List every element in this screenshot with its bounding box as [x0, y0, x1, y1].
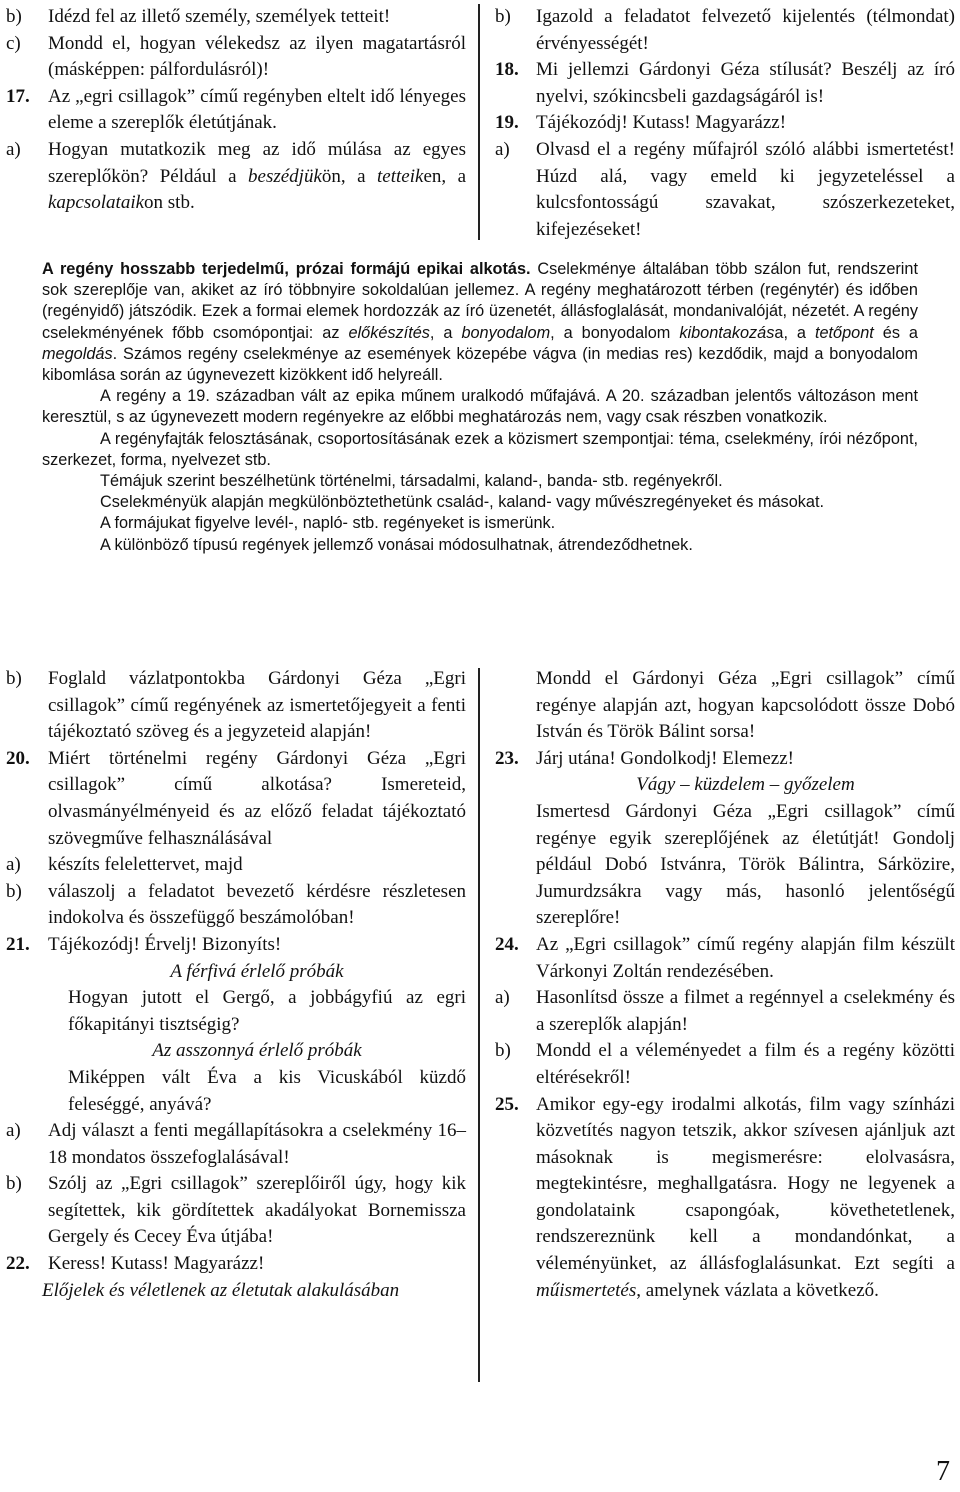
- item-text: válaszolj a feladatot bevezető kérdésre részletesen indokolva és összefüggő beszámolóban!: [48, 880, 466, 929]
- item-number: 22.: [6, 1253, 30, 1275]
- emphasis: előkészítés: [348, 323, 430, 342]
- item-text: készíts felelettervet, majd: [48, 854, 243, 876]
- item-marker: a): [6, 138, 21, 160]
- item-text: Idézd fel az illető személy, személyek tetteit!: [48, 6, 391, 27]
- text-part: , a: [429, 323, 462, 342]
- item-marker: b): [495, 6, 511, 27]
- item-marker: a): [495, 987, 510, 1009]
- item-text: Adj választ a fenti megállapításokra a cselekmény 16–18 mondatos összefoglalásával!: [48, 1120, 466, 1168]
- item-marker: a): [6, 854, 21, 876]
- paragraph: A formájukat figyelve levél-, napló- stb. regényeket is ismerünk.: [100, 514, 556, 533]
- prompt-text: Ismertesd Gárdonyi Géza „Egri csillagok” című regénye egyik szereplőjének az életútját! Gondolj például Dobó Istvánra, Török Bálintra, Sárközire, Jumurdzsákra vagy más, hasonló jelentőségű szereplőre!: [536, 800, 955, 929]
- text-part: , amelynek vázlata a következő.: [636, 1279, 879, 1301]
- paragraph: [42, 259, 918, 386]
- item-number: 21.: [6, 933, 30, 955]
- item-marker: b): [6, 6, 22, 27]
- item-text: Mondd el, hogyan vélekedsz az ilyen magatartásról (másképpen: pálfordulásról)!: [48, 32, 466, 81]
- paragraph: A regényfajták felosztásának, csoportosításának ezek a közismert szempontjai: téma, cselekmény, írói nézőpont, szerkezet, forma, nyelvezet stb.: [42, 429, 918, 469]
- item-text: Igazold a feladatot felvezető kijelentés (télmondat) érvényességét!: [536, 6, 955, 54]
- item-text: Keress! Kutass! Magyarázz!: [48, 1253, 265, 1275]
- text-part: , a bonyodalom: [550, 323, 680, 342]
- item-number: 17.: [6, 85, 30, 107]
- item-marker: b): [495, 1040, 511, 1062]
- item-marker: b): [6, 1173, 22, 1195]
- item-text: Szólj az „Egri csillagok” szereplőiről úgy, hogy kik segítettek, kik gördítettek akadályokat Bornemissza Gergely és Cecey Éva útjába!: [48, 1173, 466, 1248]
- task-item-18: [495, 57, 955, 110]
- text-part: on stb.: [144, 192, 195, 214]
- paragraph: A különböző típusú regények jellemző vonásai módosulhatnak, átrendeződhetnek.: [100, 535, 693, 554]
- subheading: Az asszonnyá érlelő próbák: [152, 1040, 362, 1062]
- emphasis: műismertetés: [536, 1279, 637, 1301]
- definition: A regény hosszabb terjedelmű, prózai formájú epikai alkotás.: [42, 260, 531, 278]
- item-text: Tájékozódj! Kutass! Magyarázz!: [536, 112, 787, 134]
- emphasis: tetőpont: [814, 323, 874, 342]
- emphasis: bonyodalom: [461, 323, 551, 342]
- item-text: Mondd el a véleményedet a film és a regény közötti eltérésekről!: [536, 1040, 955, 1088]
- task-item: [6, 1171, 466, 1251]
- column-divider: [478, 668, 480, 1382]
- item-number: 20.: [6, 747, 30, 769]
- column-divider: [478, 4, 480, 240]
- subheading: Előjelek és véletlenek az életutak alakulásában: [42, 1279, 400, 1301]
- item-marker: a): [6, 1120, 21, 1142]
- task-item: [495, 985, 955, 1038]
- text-part: Hogyan mutatkozik meg az idő múlása az egyes szereplőkön? Például a: [48, 138, 466, 187]
- task-item-17: [6, 84, 466, 137]
- top-right-column: [495, 4, 955, 243]
- task-item-20: [6, 746, 466, 852]
- task-item: [6, 879, 466, 932]
- item-text: [48, 137, 466, 217]
- paragraph: A regény a 19. században vált az epika műnem uralkodó műfajává. A 20. században jelentős változáson ment keresztül, s az úgynevezett modern regényekre az előbbi meghatározás nem, vagy csak részben vonatkozik.: [42, 387, 918, 427]
- subheading: A férfivá érlelő próbák: [170, 960, 344, 982]
- emphasis: kapcsolataik: [48, 192, 145, 214]
- item-text: Hasonlítsd össze a filmet a regénnyel a cselekmény és a szereplők alapján!: [536, 987, 955, 1035]
- task-item: [495, 137, 955, 243]
- text-part: Amikor egy-egy irodalmi alkotás, film vagy színházi közvetítés nagyon tetszik, akkor szívesen ajánljuk azt másoknak is megismerésre: elolvasásra, megtekintésre, meghallgatásra. Hogy ne legyenek a gondolataink csapongóak, követhetetlenek, rendszereznünk kell a mondandónkat, a véleményünket, az állásfoglalásunkat. Ezt segíti a: [536, 1093, 955, 1275]
- text-part: a, a: [774, 323, 815, 342]
- top-left-column: [6, 4, 466, 217]
- item-text: Az „egri csillagok” című regényben eltelt idő lényeges eleme a szereplők életútjának.: [48, 85, 466, 134]
- item-text: Foglald vázlatpontokba Gárdonyi Géza „Egri csillagok” című regényének az ismertetőjegyeit a fenti tájékoztató szöveg és a jegyzeteid alapján!: [48, 668, 466, 743]
- emphasis: tetteik: [377, 165, 424, 187]
- text-part: ön, a: [321, 165, 378, 187]
- prompt-text: Miképpen vált Éva a kis Vicuskából küzdő feleséggé, anyává?: [68, 1066, 466, 1115]
- item-number: 19.: [495, 112, 519, 134]
- text-part: Cselekménye általában több szálon fut, rendszerint sok szereplője van, akiket az író többnyire sokoldalúan jellemez. A regény meghatározott térben (regénytér) és időben (regényidő) játszódik. Ezek a formai elemek hordozzák az író üzenetét, állásfoglalását, mondanivalóját, nézetét. A regény cselekményének főbb csomópontjai: az: [42, 260, 918, 342]
- item-text: Mi jellemzi Gárdonyi Géza stílusát? Beszélj az író nyelvi, szókincsbeli gazdagságáról is!: [536, 59, 955, 107]
- paragraph: Témájuk szerint beszélhetünk történelmi, társadalmi, kaland-, banda- stb. regényekről.: [100, 472, 723, 491]
- task-item-24: [495, 932, 955, 985]
- task-item: [6, 137, 466, 217]
- task-item: [6, 852, 466, 879]
- emphasis: megoldás: [42, 344, 113, 363]
- prompt-text: Hogyan jutott el Gergő, a jobbágyfiú az egri főkapitányi tisztségig?: [68, 987, 466, 1035]
- bottom-right-column: [495, 666, 955, 1304]
- item-marker: b): [6, 668, 22, 689]
- item-number: 25.: [495, 1093, 519, 1115]
- item-number: 24.: [495, 933, 519, 955]
- page-number: 7: [936, 1456, 950, 1487]
- item-text: Járj utána! Gondolkodj! Elemezz!: [536, 747, 794, 769]
- text-part: en, a: [423, 165, 467, 187]
- task-item: [6, 4, 466, 31]
- item-number: 18.: [495, 59, 519, 81]
- task-item-22: [6, 1251, 466, 1278]
- item-text: [536, 1092, 955, 1305]
- bottom-left-column: [6, 666, 466, 1304]
- item-marker: a): [495, 138, 510, 160]
- task-item: [495, 1038, 955, 1091]
- text-part: és a: [873, 323, 918, 342]
- genre-description-block: [42, 259, 918, 556]
- task-item-23: [495, 746, 955, 773]
- subheading: Vágy – küzdelem – győzelem: [636, 774, 855, 796]
- task-item: [495, 4, 955, 57]
- item-text: Tájékozódj! Érvelj! Bizonyíts!: [48, 933, 282, 955]
- item-marker: b): [6, 880, 22, 902]
- text-part: . Számos regény cselekménye az események közepébe vágva (in medias res) kezdődik, majd a bonyodalom kibomlása során az úgynevezett kizökkent idő helyreáll.: [42, 344, 918, 385]
- item-text: Olvasd el a regény műfajról szóló alábbi ismertetést! Húzd alá, vagy emeld ki jegyzeteléssel a kulcsfontosságú szavakat, szószerkezeteket, kifejezéseket!: [536, 138, 955, 240]
- item-number: 23.: [495, 747, 519, 769]
- item-text: Az „Egri csillagok” című regény alapján film készült Várkonyi Zoltán rendezésében.: [536, 933, 955, 982]
- task-item-19: [495, 110, 955, 137]
- task-item-25: [495, 1092, 955, 1305]
- task-item: [6, 1118, 466, 1171]
- item-marker: c): [6, 32, 21, 54]
- prompt-text: Mondd el Gárdonyi Géza „Egri csillagok” című regénye alapján azt, hogyan kapcsolódott össze Dobó István és Török Bálint sorsa!: [536, 668, 955, 743]
- task-item: [6, 666, 466, 746]
- item-text: Miért történelmi regény Gárdonyi Géza „Egri csillagok” című alkotása? Ismereteid, olvasmányélményeid és az előző feladat tájékoztató szövegművе felhasználásával: [48, 747, 466, 849]
- task-item: [6, 31, 466, 84]
- task-item-21: [6, 932, 466, 959]
- emphasis: kibontakozás: [679, 323, 775, 342]
- paragraph: Cselekményük alapján megkülönböztethetünk család-, kaland- vagy művészregényeket és másokat.: [100, 493, 824, 512]
- emphasis: beszédjük: [248, 165, 322, 187]
